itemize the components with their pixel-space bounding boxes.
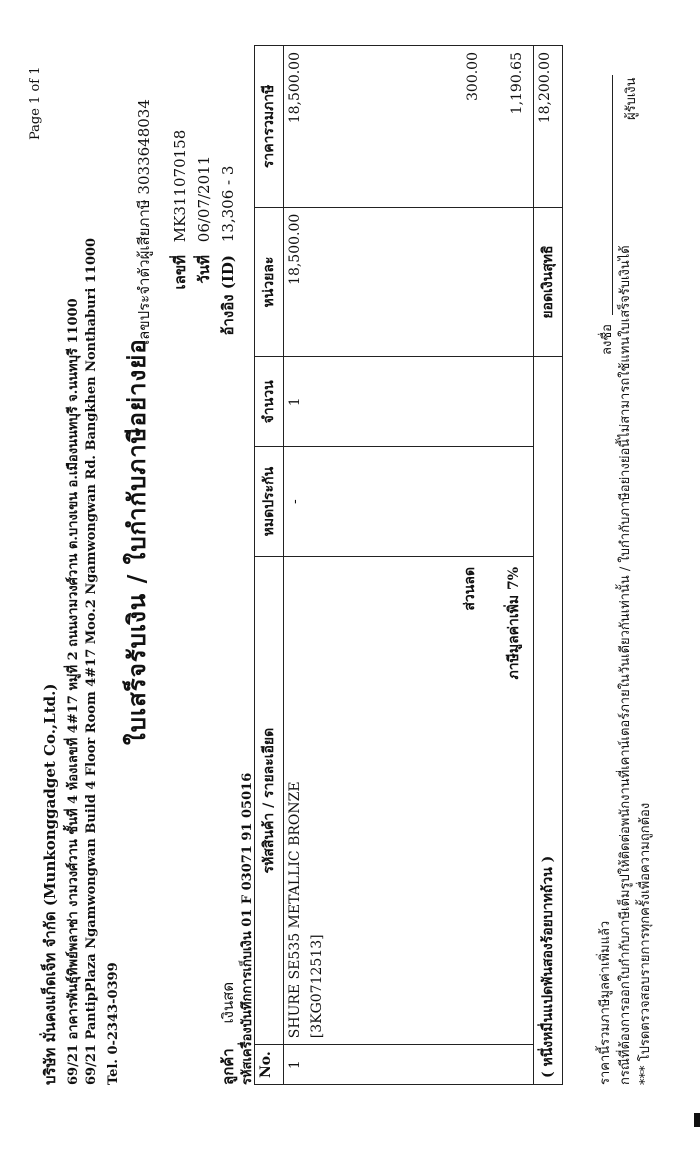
page-label: Page 1 of 1: [28, 66, 43, 140]
discount-label: ส่วนลด: [462, 566, 478, 611]
signature-caption: ผู้รับเงิน: [624, 77, 639, 120]
row-code: [3KG0712513]: [309, 934, 325, 1039]
table-header-row: [255, 46, 284, 1085]
doc-date-row: [192, 156, 216, 345]
vat-value: 1,190.65: [509, 52, 525, 115]
scan-mark: [694, 1113, 700, 1127]
signature-line: [612, 75, 613, 315]
header-total: ราคารวมภาษี: [255, 46, 284, 208]
header-qty: จำนวน: [255, 357, 284, 447]
row-description: SHURE SE535 METALLIC BRONZE: [287, 781, 303, 1039]
doc-date-label: วันที่: [195, 255, 213, 284]
tax-id-row: [132, 99, 156, 345]
document-title: ใบเสร็จรับเงิน / ใบกำกับภาษีอย่างย่อ: [122, 338, 151, 745]
row-description-cell: [284, 556, 534, 1044]
footer-note-invoice: กรณีที่ต้องการออกใบกำกับภาษีเต็มรูปให้ติดต่อพนักงานที่เคาน์เตอร์ภายในวันเดียวกันเท่านั้น / ใบกำกับภาษีอย่างย่อนี้ไม่สามารถใช้แทนใบเสร็จรับเงินได้: [618, 245, 633, 1085]
header-warranty: หมดประกัน: [255, 447, 284, 557]
receipt-page: [22, 25, 662, 1125]
row-unit-price: 18,500.00: [284, 207, 534, 357]
amount-in-words: ( หนึ่งหมื่นแปดพันสองร้อยบาทถ้วน ): [534, 357, 563, 1085]
items-table: [254, 45, 563, 1085]
row-no: 1: [284, 1045, 534, 1085]
doc-number-value: MK311070158: [171, 129, 189, 243]
doc-number-label: เลขที่: [171, 255, 189, 290]
company-address-th: 69/21 อาคารพันธุ์ทิพย์พลาซ่า งามวงศ์วาน ชั้นที่ 4 ห้องเลขที่ 4#17 หมู่ที่ 2 ถนนงามวงศ์วาน ต.บางเขน อ.เมืองนนทบุรี จ.นนทบุรี 11000: [66, 298, 81, 1085]
doc-ref-value: 13,306 - 3: [219, 165, 237, 243]
net-total-label: ยอดเงินสุทธิ: [534, 207, 563, 357]
header-description: รหัสสินค้า / รายละเอียด: [255, 556, 284, 1044]
header-unit-price: หน่วยละ: [255, 207, 284, 357]
company-name: บริษัท มั่นคงแก็ดเจ็ท จำกัด (Munkonggadget Co.,Ltd.): [41, 683, 59, 1085]
company-tel: Tel. 0-2343-0399: [106, 962, 121, 1085]
row-total: 18,500.00: [287, 52, 303, 124]
footer-note-vat: ราคานี้รวมภาษีมูลค่าเพิ่มแล้ว: [598, 920, 613, 1085]
table-row: [284, 46, 534, 1085]
tax-id-label: เลขประจำตัวผู้เสียภาษี: [135, 199, 153, 345]
customer-value: เงินสด: [219, 981, 237, 1024]
signature-label: ลงชื่อ: [600, 324, 615, 355]
doc-ref-label: อ้างอิง (ID): [219, 255, 237, 336]
tax-id-value: 3033648034: [135, 99, 153, 195]
company-address-en: 69/21 PantipPlaza Ngamwongwan Build 4 Floor Room 4#17 Moo.2 Ngamwongwan Rd. Bangkhen Nonthaburi 11000: [84, 237, 99, 1085]
footer-note-check: *** โปรดตรวจสอบรายการทุกครั้งเพื่อความถูกต้อง: [638, 802, 653, 1085]
row-qty: 1: [284, 357, 534, 447]
register-line: รหัสเครื่องบันทึกการเก็บเงิน 01 F 03071 91 05016: [240, 772, 255, 1085]
vat-label: ภาษีมูลค่าเพิ่ม 7%: [506, 566, 522, 680]
discount-value: 300.00: [465, 52, 481, 101]
doc-number-row: [168, 130, 192, 345]
net-total-value: 18,200.00: [534, 46, 563, 208]
doc-ref-row: [216, 166, 240, 345]
row-warranty: -: [284, 447, 534, 557]
customer-label: ลูกค้า: [219, 1048, 237, 1085]
doc-date-value: 06/07/2011: [195, 155, 213, 243]
row-total-cell: [284, 46, 534, 208]
header-no: No.: [255, 1045, 284, 1085]
table-total-row: [534, 46, 563, 1085]
